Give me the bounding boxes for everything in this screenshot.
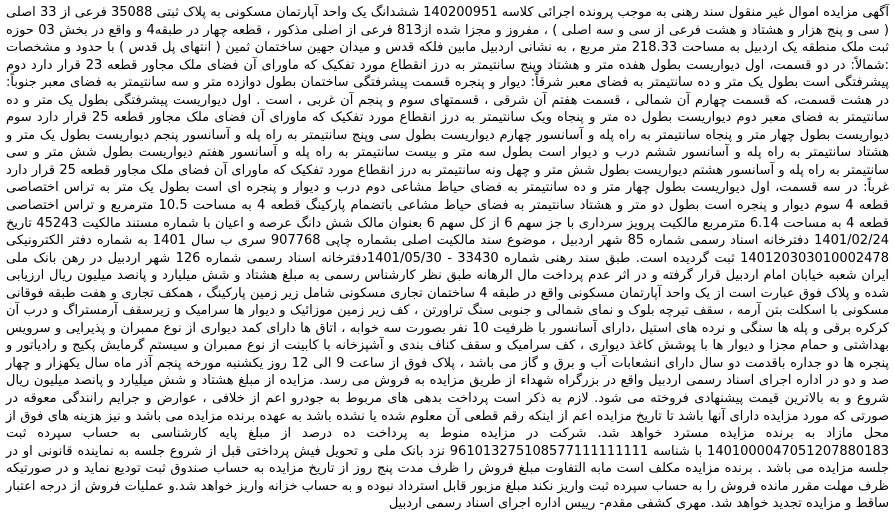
auction-notice-text: آگهی مزایده اموال غیر منقول سند رهنی به موجب پرونده اجرائی کلاسه 140200951 ششدانگ یک واحد آپارتمان مسکونی به پلاک ثبتی 35088 فرعی از 33 اصلی ( سی و پنج هزار و هشتاد و هشت فرعی از سی و سه اصلی ) ، مفروز و مجزا شده از813 فرعی از اصلی مذکور ، قطعه چهار در طبقه4 و واقع در بخش 03 حوزه ثبت ملک منطقه یک اردبیل به مساحت 218.33 متر مربع ، به نشانی اردبیل مابین فلکه قدس و میدان جهین ساختمان ثمین ( انتهای پل قدس ) با حدود و مشخصات :شمالاً: در دو قسمت، اول دیواریست بطول هفده متر و هشتاد وپنج سانتیمتر به درز انقطاع مورد تفکیک که ماورای آن فضای ملک مجاور قطعه 23 قرار دارد دوم پیشرفتگی است بطول یک متر و ده سانتیمتر به فضای معبر شرقاً: دیوار و پنجره قسمت پیشرفتگی ساختمان بطول دوازده متر و سه سانتیمتر به فضای معبر جنوباً: در هشت قسمت، که قسمت چهارم آن شمالی ، قسمت هفتم آن شرقی ، قسمتهای سوم و پنجم آن غربی ، است . اول دیواریست پیشرفتگی بطول یک متر و ده سانتیمتر به فضای معبر دوم دیواریست بطول ده متر و پنجاه ویک سانتیمتر به درز انقطاع مورد تفکیک که ماورای آن فضای ملک مجاور قطعه 25 قرار دارد سوم دیواریست بطول چهار متر و پنجاه سانتیمتر به راه پله و آسانسور چهارم دیواریست بطول سی وپنج سانتیمتر به راه پله و آسانسور پنجم دیواریست بطول یک متر و هشتاد سانتیمتر به راه پله و آسانسور ششم درب و دیوار است بطول سه متر و بیست سانتیمتر به راه پله و آسانسور هفتم دیواریست بطول شش متر و سی سانتیمتر به راه پله و آسانسور هشتم دیواریست بطول شش متر و چهل ونه سانتیمتر به درز انقطاع مورد تفکیک که ماورای آن فضای ملک مجاور قطعه 25 قرار دارد غرباً: در سه قسمت، اول دیواریست بطول چهار متر و ده سانتیمتر به فضای حیاط مشاعی دوم درب و دیوار و پنجره ای است بطول یک متر به تراس اختصاصی قطعه 4 سوم دیوار و پنجره است بطول دو متر و هشتاد سانتیمتر به فضای حیاط مشاعی باتضمام پارکینگ قطعه 4 به مساحت 10.5 مترمربع و تراس اختصاصی قطعه 4 به مساحت 6.14 مترمربع مالکیت پرویز سرداری با جز سهم 6 از کل سهم 6 بعنوان مالک شش دانگ عرصه و اعیان با شماره مستند مالکیت 45243 تاریخ 1401/02/24 دفترخانه اسناد رسمی شماره 85 شهر اردبیل ، موضوع سند مالکیت اصلی بشماره چاپی 907768 سری ب سال 1401 به شماره دفتر الکترونیکی 140120303010002478 ثبت گردیده است. طبق سند رهنی شماره 33430 - 1401/05/30دفترخانه اسناد رسمی شماره 126 شهر اردبیل در رهن بانک ملی ایران شعبه خیابان امام اردبیل قرار گرفته و در اثر عدم پرداخت مال الرهانه طبق نظر کارشناس رسمی به مبلغ هشتاد و شش میلیارد و پانصد میلیون ریال ارزیابی شده و پلاک فوق عبارت است از یک واحد آپارتمان مسکونی واقع در طبقه 4 ساختمان تجاری مسکونی شامل زیر زمین پارکینگ ، همکف تجاری و هفت طبقه فوقانی مسکونی با اسکلت بتن آرمه ، سقف تیرچه بلوک و نمای شمالی و جنوبی سنگ تراورتن ، کف زیر زمین موزائیک و دیوار ها سرامیک و زیرسقف آرمستراگ و درب آن کرکره برقی و پله ها سنگی و نرده های استیل ،دارای آسانسور با ظرفیت 10 نفر بصورت سه خوابه ، اتاق ها دارای کمد دیواری از نوع ممبران و پذیرایی و سرویس بهداشتی و حمام مجزا و دیوار ها با پوشش کاغذ دیواری ، کف سرامیک و سقف کناف بندی و آشپزخانه با کابینت از نوع ممبران و سیستم گرمایش پکیج و رادیاتور و پنجره ها دو جداره باقدمت دو سال دارای انشعابات آب و برق و گاز می باشد ، پلاک فوق از ساعت 9 الی 12 روز یکشنبه مورخه پنجم آذر ماه سال یکهزار و چهار صد و دو در اداره اجرای اسناد رسمی اردبیل واقع در بزرگراه شهداء از طریق مزایده به فروش می رسد. مزایده از مبلغ هشتاد و شش میلیارد و پانصد میلیون ریال شروع و به بالاترین قیمت پیشنهادی فروخته می شود. لازم به ذکر است پرداخت بدهی های مربوط به جودرو اعم از خلافی ، عوارض و جرایم رانندگی معوقه در صورتی که مورد مزایده دارای آنها باشد تا تاریخ مزایده اعم از اینکه رقم قطعی آن معلوم شده یا نشده باشد به عهده برنده مزایده می باشد و نیز هزینه های فوق از محل مازاد به برنده مزایده مسترد خواهد شد. شرکت در مزایده منوط به پرداخت ده درصد از مبلغ پایه کارشناسی به حساب سپرده ثبت 1401000047051207880183 با شناسه 961013275108577111111111 نزد بانک ملی و تحویل فیش پرداختی قبل از شروع جلسه به نماینده قانونی او در جلسه مزایده می باشد . برنده مزایده مکلف است مابه التفاوت مبلغ فروش را ظرف مدت پنج روز از تاریخ مزایده به حساب صندوق ثبت تودیع نماید و در صورتیکه ظرف مهلت مقرر مانده فروش را به حساب سپرده ثبت واریز نکند مبلغ مزبور قابل استرداد نبوده و به حساب خزانه واریز خواهد شد.و عملیات فروش از درجه اعتبار ساقط و مزایده تجدید خواهد شد. مهری کشفی مقدم- رییس اداره اجرای اسناد رسمی اردبیل — [6, 5, 890, 512]
